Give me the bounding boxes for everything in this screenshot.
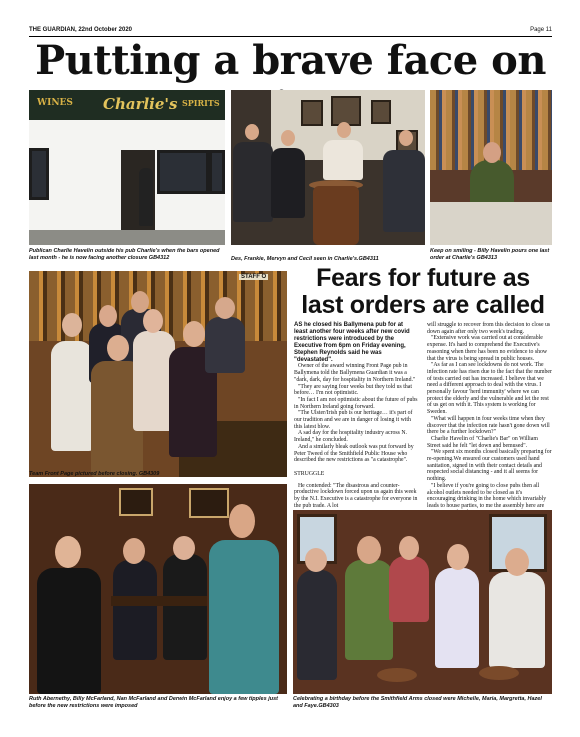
pavement (29, 230, 225, 245)
person-head (229, 504, 255, 538)
photo-team (29, 271, 287, 477)
photo-caption: Publican Charlie Havelin outside his pub Charlie's when the bars opened last month - he is now facing another closure GB4312 (29, 248, 220, 261)
person (389, 556, 429, 622)
person-head (215, 297, 235, 319)
person (345, 560, 393, 660)
person (489, 572, 545, 668)
article-title: Fears for future as last orders are called (301, 264, 545, 319)
person-head (55, 536, 81, 568)
sign-spirits: SPIRITS (182, 98, 220, 108)
barman-head (483, 142, 501, 163)
article-paragraph: A sad day for the hospitality industry across N. Ireland," he concluded. (294, 430, 407, 444)
page-number: Page 11 (530, 27, 552, 33)
article-paragraph: "Extensive work was carried out at considerable expense. It's hard to comprehend the Executive's reasoning when there has been no evidence to show that the virus is being spread in public houses. (427, 335, 548, 362)
article-lead: AS he closed his Ballymena pub for at least another four weeks after new covid restrictions were introduced by the Executive from 6pm on Friday evening, Stephen Reynolds said he was "devastated". (294, 322, 410, 363)
article-paragraph: "They are saying four weeks but they told us that before… I'm not optimistic. (294, 383, 412, 397)
article-paragraph: And a similarly bleak outlook was put forward by Peter Tweed of the Smithfield Public House who described the new restrictions as "a catastrophe". (294, 443, 414, 464)
masthead (29, 25, 552, 37)
barrel-table (313, 186, 359, 245)
wall-picture (371, 100, 391, 124)
person-head (337, 122, 351, 138)
person (323, 140, 363, 180)
person-head (305, 548, 327, 572)
photo-pub-exterior (29, 90, 225, 245)
window (29, 148, 49, 200)
person-head (447, 544, 469, 570)
article-subheading: STRUGGLE (294, 470, 325, 477)
article-paragraph: "As far as I can see lockdowns do not work. The infection rate has risen due to the fact that the number of tests carried out has increased. I believe that we need a different approach to deal with the virus. I personally favour 'herd immunity' where we can protect the elderly and the vulnerable and let the rest of us get on with it. This system is working for Sweden. (427, 362, 552, 416)
article-paragraph: "We spent six months closed basically preparing for re-opening.We ensured our customers used hand sanitation, signed in with their contact details and respected social distancing - and it all seems for nothing. (427, 449, 552, 483)
photo-barman (430, 90, 552, 245)
publication-name: THE GUARDIAN, 22nd October 2020 (29, 27, 133, 33)
article-paragraph: "In fact I am not optimistic about the future of pubs in Northern Ireland going forward. (294, 396, 418, 410)
person-head (143, 309, 163, 333)
person (51, 341, 93, 451)
photo-caption: Team Front Page pictured before closing. GB4309 (29, 471, 160, 477)
window (157, 150, 209, 194)
publican-figure (139, 168, 153, 226)
photo-caption: Des, Frankie, Mervyn and Cecil seen in Charlie's.GB4311 (231, 256, 379, 262)
person-head (505, 548, 529, 576)
article-column-1 (294, 322, 418, 510)
sign-pub-name: Charlie's (103, 95, 178, 113)
person-head (107, 335, 129, 361)
article-paragraph: will struggle to recover from this decision to close us down again after only two week's trading. (427, 322, 551, 335)
person-head (399, 130, 413, 146)
photo-caption: Ruth Abernethy, Billy McFarland, Nan McFarland and Derwin McFarland enjoy a few tipples just before the new restrictions were imposed (29, 696, 278, 709)
person (113, 560, 157, 660)
article-column-2 (427, 322, 552, 516)
article-paragraph: "The Ulster/Irish pub is our heritage… it's part of our tradition and we are in danger of losing it with this latest blow. (294, 410, 413, 430)
person-head (281, 130, 295, 146)
person-head (173, 536, 195, 560)
pub-table (111, 596, 207, 606)
staff-door-sign: STAFF O (241, 274, 267, 280)
person (209, 540, 279, 694)
person-head (99, 305, 117, 327)
wall-picture (301, 100, 323, 126)
window (209, 150, 225, 194)
person (37, 568, 101, 694)
person-head (357, 536, 381, 564)
person (297, 570, 337, 680)
bar-counter (430, 202, 552, 245)
person-head (245, 124, 259, 140)
person-head (62, 313, 82, 337)
wall-picture (189, 488, 229, 518)
photo-caption: Keep on smiling - Billy Havelin pours one last order at Charlie's GB4313 (430, 248, 550, 261)
photo-birthday (293, 510, 552, 694)
photo-group-four (29, 484, 287, 694)
photo-group-men (231, 90, 425, 245)
article-paragraph: "I believe if you're going to close pubs then all alcohol outlets needed to be closed as it's encouraging drinking in the home which invariably leads to house parties, to me the assembly here are (427, 482, 547, 509)
person-head (123, 538, 145, 564)
person (271, 148, 305, 218)
person-head (399, 536, 419, 560)
bar-stool (479, 666, 519, 680)
person (435, 568, 479, 668)
sign-wines: WINES (37, 98, 73, 108)
person (383, 150, 425, 232)
article-paragraph: Owner of the award winning Front Page pub in Ballymena told the Ballymena Guardian it was a "dark, dark, day for hospitality in Northern Ireland." (294, 363, 416, 383)
wall-picture (119, 488, 153, 516)
page-headline: Putting a brave face on (35, 37, 546, 84)
person (163, 554, 207, 660)
article-paragraph: He contended: "The disastrous and counter-productive lockdown forced upon us again this week by the N.I. Executive is a catastrophe for everyone in the pub trade. A lot (294, 482, 418, 509)
photo-caption: Celebrating a birthday before the Smithfield Arms closed were Michelle, Maria, Margretta, Hazel and Faye.GB4303 (293, 696, 542, 709)
person (205, 317, 245, 373)
person-head (131, 291, 149, 313)
barman-figure (470, 160, 514, 206)
person (233, 142, 273, 222)
article-paragraph: Charlie Havelin of "Charlie's Bar" on William Street said he felt "let down and bemused". (427, 435, 538, 449)
pub-sign (29, 90, 225, 120)
person-head (183, 321, 205, 347)
bar-stool (377, 668, 417, 682)
article-paragraph: "What will happen in four weeks time when they discover that the infection rate hasn't gone down will there be a further lockdown?" (427, 415, 550, 436)
